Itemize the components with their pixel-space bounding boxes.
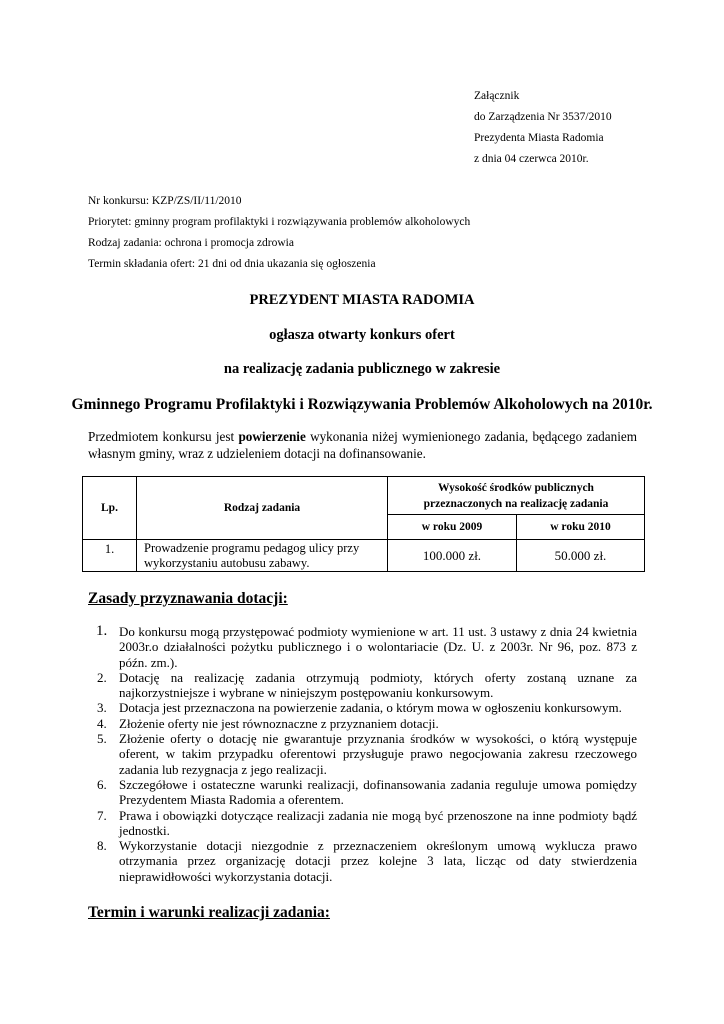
list-item: [88, 777, 637, 808]
list-item: [88, 624, 637, 670]
title-announces: ogłasza otwarty konkurs ofert: [269, 327, 455, 343]
attachment-line: z dnia 04 czerwca 2010r.: [474, 153, 589, 165]
row-task-line1: Prowadzenie programu pedagog ulicy przy: [144, 540, 360, 555]
intro-paragraph: [88, 428, 637, 462]
list-item-text: Złożenie oferty nie jest równoznaczne z przyznaniem dotacji.: [119, 715, 439, 731]
title-mayor: PREZYDENT MIASTA RADOMIA: [249, 292, 475, 308]
tasks-table: [82, 476, 645, 572]
header-funds-line2: przeznaczonych na realizację zadania: [423, 497, 609, 510]
title-scope: na realizację zadania publicznego w zakresie: [223, 361, 501, 377]
list-item-text: Złożenie oferty o dotację nie gwarantuje przyznania środków w wysokości, o którą występuje oferent, w takim przypadku oferentowi przysługuje prawo negocjowania zakresu rzeczowego zadania lub rezygnacja z jego realizacji.: [119, 731, 637, 777]
list-item-text: Do konkursu mogą przystępować podmioty wymienione w art. 11 ust. 3 ustawy z dnia 24 kwietnia 2003r.o działalności pożytku publicznego i o wolontariacie (Dz. U. z 2003r. Nr 96, poz. 873 z późn. zm.).: [119, 624, 637, 670]
list-item: [88, 808, 637, 839]
contest-number: Nr konkursu: KZP/ZS/II/11/2010: [88, 195, 242, 207]
row-task: [137, 540, 388, 572]
table-row: [83, 540, 645, 572]
contest-task-type: Rodzaj zadania: ochrona i promocja zdrowia: [88, 237, 294, 249]
header-lp: Lp.: [83, 477, 137, 540]
header-2009: w roku 2009: [388, 515, 517, 540]
header-2010: w roku 2010: [517, 515, 645, 540]
attachment-line: do Zarządzenia Nr 3537/2010: [474, 111, 612, 123]
title-program: Gminnego Programu Profilaktyki i Rozwiązywania Problemów Alkoholowych na 2010r.: [71, 396, 653, 413]
list-item-text: Dotacja jest przeznaczona na powierzenie zadania, o którym mowa w ogłoszeniu konkursowym.: [119, 700, 622, 716]
list-item: [88, 838, 637, 884]
attachment-block: [474, 86, 612, 170]
row-value-2009: 100.000 zł.: [388, 540, 517, 572]
section-heading-rules: Zasady przyznawania dotacji:: [88, 590, 288, 607]
list-item-number: 2.: [97, 669, 107, 685]
row-value-2010: 50.000 zł.: [517, 540, 645, 572]
intro-text-bold: powierzenie: [238, 429, 306, 444]
list-item: [88, 700, 637, 715]
list-item: [88, 670, 637, 701]
contest-meta: [88, 191, 470, 275]
list-item-number: 1.: [96, 623, 108, 639]
list-item-number: 7.: [97, 807, 107, 823]
list-item-number: 4.: [97, 715, 107, 731]
intro-text-before: Przedmiotem konkursu jest: [88, 429, 239, 444]
contest-deadline: Termin składania ofert: 21 dni od dnia ukazania się ogłoszenia: [88, 258, 376, 270]
list-item-text: Wykorzystanie dotacji niezgodnie z przeznaczeniem określonym umową wyklucza prawo otrzymania przez organizację dotacji przez kolejne 3 lata, licząc od daty stwierdzenia nieprawidłowości wykorzystania dotacji.: [119, 838, 637, 884]
list-item-number: 3.: [97, 700, 107, 716]
list-item-number: 5.: [97, 731, 107, 747]
section-heading-terms: Termin i warunki realizacji zadania:: [88, 904, 330, 921]
attachment-line: Prezydenta Miasta Radomia: [474, 132, 604, 144]
row-lp: 1.: [83, 540, 137, 572]
contest-priority: Priorytet: gminny program profilaktyki i rozwiązywania problemów alkoholowych: [88, 216, 471, 228]
header-funds-line1: Wysokość środków publicznych: [438, 481, 594, 494]
rules-list: [88, 624, 637, 884]
list-item-number: 8.: [97, 838, 107, 854]
header-funds: [388, 477, 645, 515]
list-item: [88, 731, 637, 777]
list-item-text: Szczegółowe i ostateczne warunki realizacji, dofinansowania zadania reguluje umowa pomiędzy Prezydentem Miasta Radomia a oferentem.: [119, 776, 637, 808]
list-item: [88, 716, 637, 731]
header-task: Rodzaj zadania: [137, 477, 388, 540]
list-item-number: 6.: [97, 776, 107, 792]
attachment-line: Załącznik: [474, 90, 520, 102]
intro-text-after: wykonania niżej wymienionego zadania, będącego zadaniem własnym gminy, wraz z udzieleniem dotacji na dofinansowanie.: [88, 429, 637, 461]
list-item-text: Prawa i obowiązki dotyczące realizacji zadania nie mogą być przenoszone na inne podmioty bądź jednostki.: [119, 807, 637, 838]
list-item-text: Dotację na realizację zadania otrzymują podmioty, których oferty zostaną uznane za najkorzystniejsze i wybrane w niniejszym postępowaniu konkursowym.: [119, 669, 637, 701]
row-task-line2: wykorzystaniu autobusu zabawy.: [144, 555, 310, 570]
